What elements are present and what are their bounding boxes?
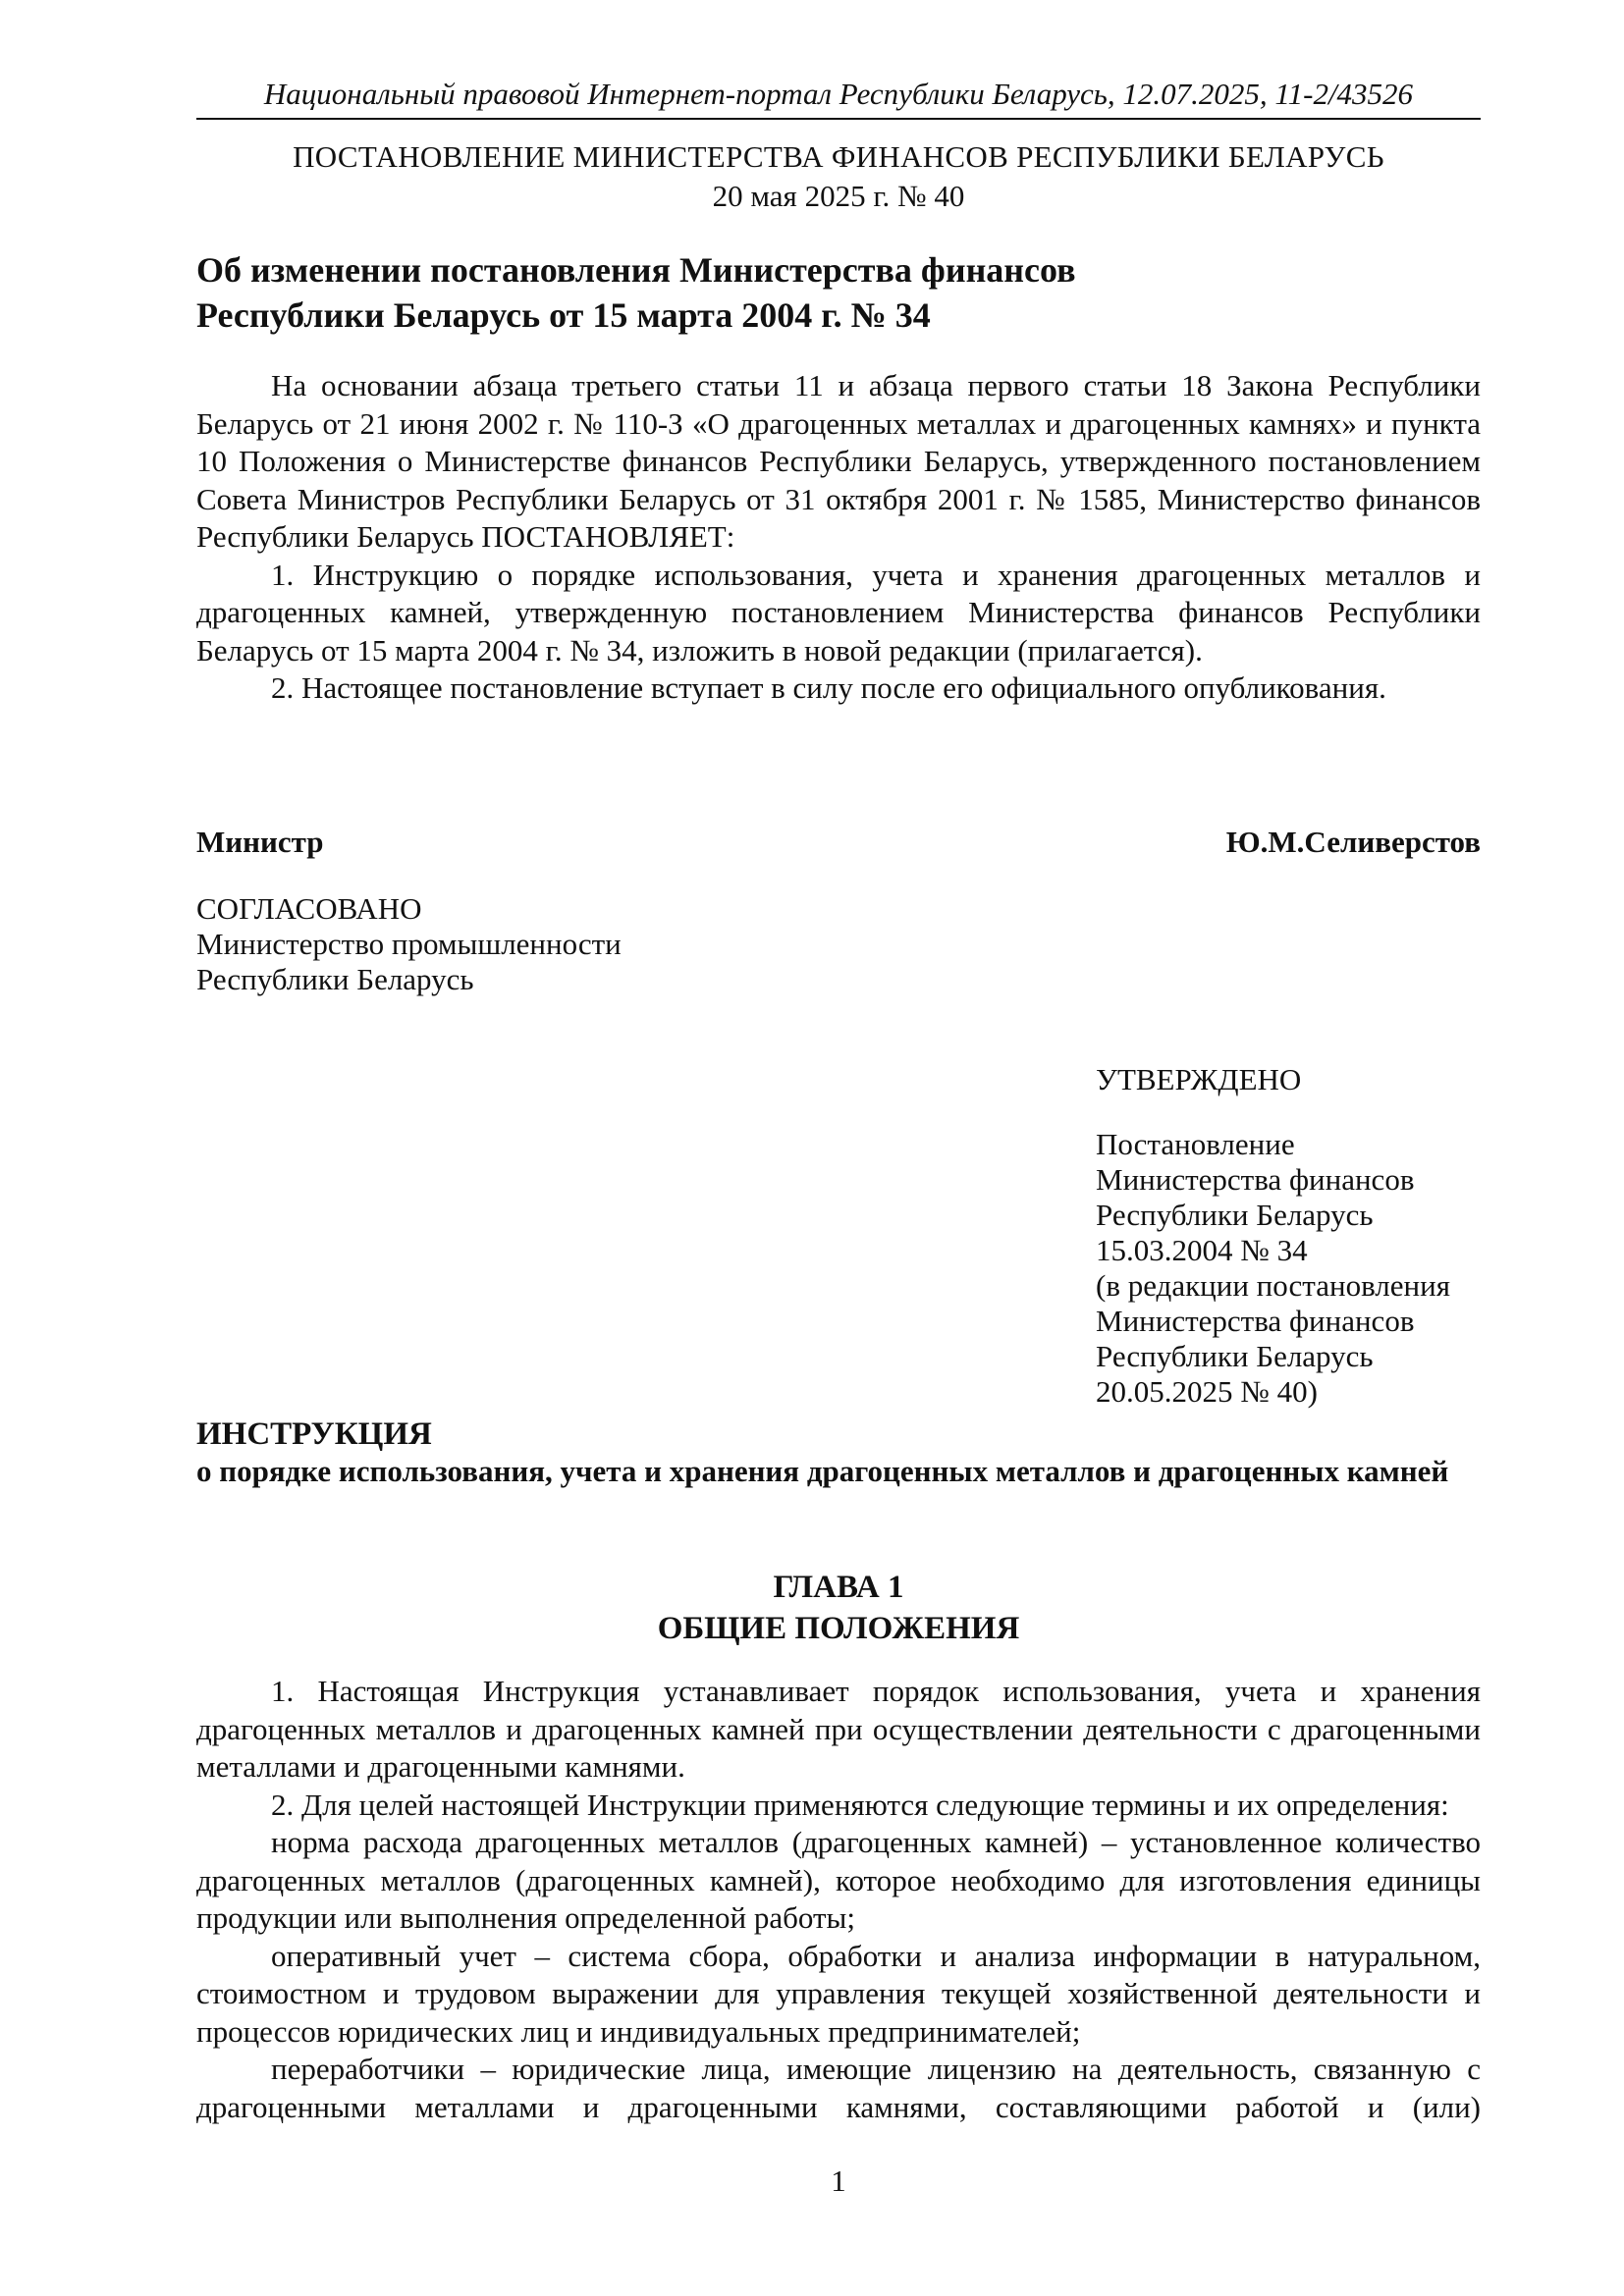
- signature-row: [196, 823, 1481, 862]
- approved-line: 15.03.2004 № 34: [1096, 1233, 1308, 1267]
- portal-running-header: Национальный правовой Интернет-портал Республики Беларусь, 12.07.2025, 11-2/43526: [263, 77, 1414, 111]
- body-paragraph-2: 2. Для целей настоящей Инструкции применяются следующие термины и их определения:: [271, 1787, 1449, 1822]
- agreed-line-2: Республики Беларусь: [196, 962, 474, 996]
- definition-paragraph: оперативный учет – система сбора, обработки и анализа информации в натуральном, стоимостном и трудовом выражении для управления текущей хозяйственной деятельности и процессов юридических лиц и индивидуальных предпринимателей;: [196, 1938, 1481, 2049]
- title-line-1: Об изменении постановления Министерства финансов: [196, 250, 1076, 290]
- agreed-line-1: Министерство промышленности: [196, 927, 622, 961]
- signatory-name: Ю.М.Селиверстов: [1225, 825, 1481, 859]
- definition-paragraph: переработчики – юридические лица, имеющие лицензию на деятельность, связанную с драгоценными металлами и драгоценными камнями, составляющими работой и (или): [196, 2052, 1481, 2124]
- page-number: 1: [831, 2163, 846, 2198]
- approved-block: [1096, 1062, 1481, 1410]
- approved-line: Республики Беларусь: [1096, 1339, 1374, 1373]
- chapter-title: ОБЩИЕ ПОЛОЖЕНИЯ: [657, 1611, 1020, 1646]
- approved-line: Министерства финансов: [1096, 1304, 1415, 1338]
- preamble-section: [196, 367, 1481, 708]
- instruction-title: ИНСТРУКЦИЯ: [196, 1416, 432, 1452]
- title-line-2: Республики Беларусь от 15 марта 2004 г. № 34: [196, 295, 931, 335]
- agreed-label: СОГЛАСОВАНО: [196, 891, 422, 926]
- preamble-basis-paragraph: На основании абзаца третьего статьи 11 и абзаца первого статьи 18 Закона Республики Беларусь от 21 июня 2002 г. № 110-З «О драгоценных металлах и драгоценных камнях» и пункта 10 Положения о Министерстве финансов Республики Беларусь, утвержденного постановлением Совета Министров Республики Беларусь от 31 октября 2001 г. № 1585, Министерство финансов Республики Беларусь ПОСТАНОВЛЯЕТ:: [196, 368, 1481, 554]
- document-date-number: 20 мая 2025 г. № 40: [712, 179, 965, 213]
- instruction-body: [196, 1673, 1481, 2126]
- approved-line: Республики Беларусь: [1096, 1198, 1374, 1232]
- body-paragraph-1: 1. Настоящая Инструкция устанавливает порядок использования, учета и хранения драгоценных металлов и драгоценных камней при осуществлении деятельности с драгоценными металлами и драгоценными камнями.: [196, 1674, 1481, 1784]
- header-divider: [196, 118, 1481, 120]
- approved-line: Министерства финансов: [1096, 1162, 1415, 1197]
- issuer-heading: ПОСТАНОВЛЕНИЕ МИНИСТЕРСТВА ФИНАНСОВ РЕСПУБЛИКИ БЕЛАРУСЬ: [293, 139, 1384, 174]
- instruction-subtitle: о порядке использования, учета и хранения драгоценных металлов и драгоценных камней: [196, 1454, 1449, 1488]
- approved-line: 20.05.2025 № 40): [1096, 1374, 1318, 1409]
- preamble-item-2: 2. Настоящее постановление вступает в силу после его официального опубликования.: [271, 670, 1386, 705]
- definition-paragraph: норма расхода драгоценных металлов (драгоценных камней) – установленное количество драгоценных металлов (драгоценных камней), которое необходимо для изготовления единицы продукции или выполнения определенной работы;: [196, 1825, 1481, 1935]
- approved-line: Постановление: [1096, 1127, 1295, 1161]
- chapter-number: ГЛАВА 1: [773, 1570, 904, 1605]
- approved-label: УТВЕРЖДЕНО: [1096, 1062, 1302, 1096]
- preamble-item-1: 1. Инструкцию о порядке использования, учета и хранения драгоценных металлов и драгоценных камней, утвержденную постановлением Министерства финансов Республики Беларусь от 15 марта 2004 г. № 34, изложить в новой редакции (прилагается).: [196, 557, 1481, 667]
- agreed-block: [196, 891, 884, 997]
- signatory-position: Министр: [196, 825, 324, 859]
- approved-line: (в редакции постановления: [1096, 1268, 1450, 1303]
- instruction-heading: [196, 1415, 1481, 1490]
- document-title: [196, 247, 1481, 338]
- chapter-heading: [196, 1567, 1481, 1649]
